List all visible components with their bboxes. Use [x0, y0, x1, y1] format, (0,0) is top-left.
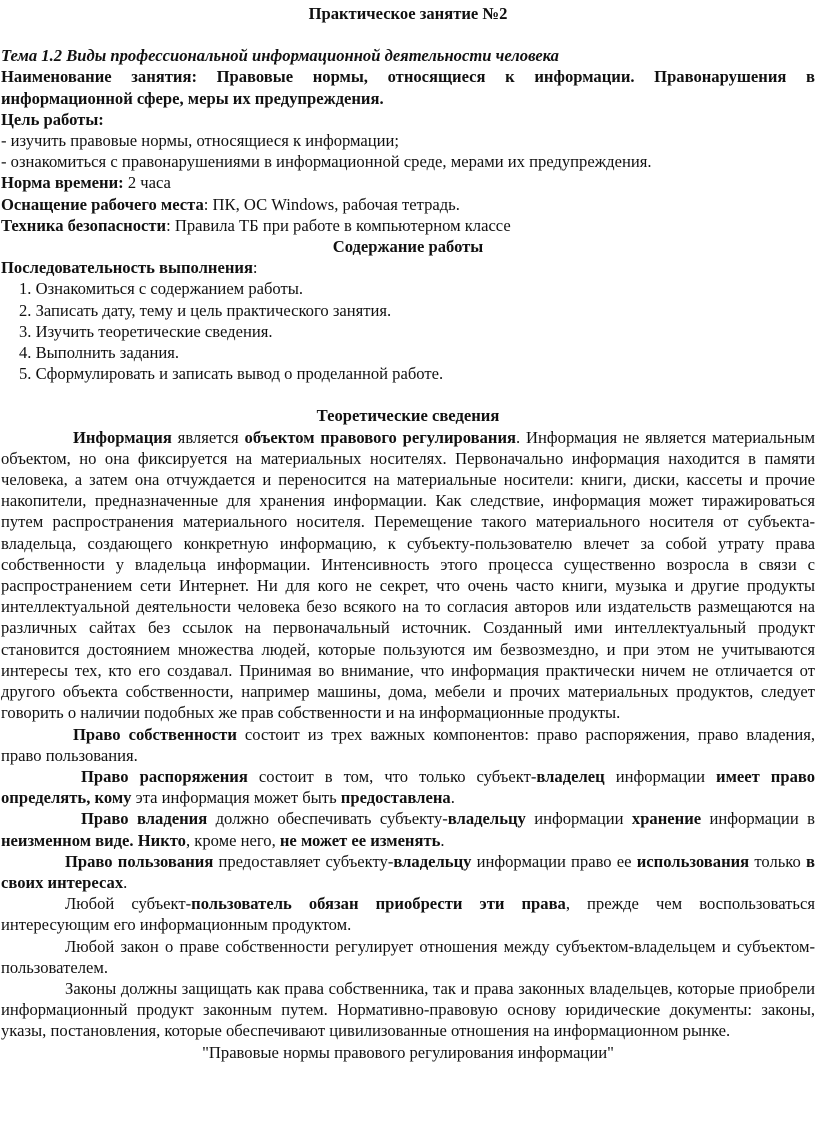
- term-right-to-determine: имеет право определять, кому: [1, 766, 816, 808]
- text-run: .: [450, 788, 455, 808]
- document-page: [1, 3, 815, 1063]
- theory-heading: Теоретические сведения: [316, 406, 500, 426]
- text-run: должно обеспечивать субъекту-: [207, 809, 448, 829]
- list-item: 5. Сформулировать и записать вывод о проделанной работе.: [19, 364, 444, 384]
- goal-label: Цель работы:: [1, 109, 104, 129]
- text-run: только: [749, 851, 807, 871]
- term-ownership: Право собственности: [73, 724, 237, 744]
- steps-list: [1, 278, 815, 384]
- term-usage: использования: [636, 851, 750, 871]
- sequence-label: Последовательность выполнения: [1, 258, 253, 278]
- lesson-text: Правовые нормы, относящиеся к информации. Правонарушения в информационной сфере, меры их предупреждения.: [1, 67, 815, 108]
- paragraph-user: [1, 893, 815, 935]
- sequence-colon: :: [252, 258, 258, 278]
- text-run: эта информация может быть: [131, 788, 341, 808]
- text-run: состоит из трех важных компонентов: право распоряжения, право владения, право пользования.: [1, 724, 816, 765]
- text-run: состоит в том, что только субъект-: [247, 766, 537, 786]
- spacer: [1, 384, 815, 405]
- page-title: Практическое занятие №2: [308, 4, 508, 23]
- text-run: информации: [604, 766, 717, 786]
- text-run: информации: [525, 809, 632, 829]
- term-user-obliged: пользователь обязан приобрести эти права: [191, 894, 566, 914]
- text-run: , кроме него,: [185, 830, 280, 850]
- term-owner: владелец: [536, 766, 605, 786]
- term-cannot-change: не может ее изменять: [279, 830, 441, 850]
- list-item: 2. Записать дату, тему и цель практического занятия.: [19, 300, 392, 320]
- term-information: Информация: [73, 427, 172, 447]
- term-regulation-object: объектом правового регулирования: [244, 427, 517, 447]
- term-use: Право пользования: [65, 851, 214, 871]
- content-heading: Содержание работы: [332, 237, 484, 257]
- time-label: Норма времени:: [1, 173, 124, 193]
- text-run: предоставляет субъекту-: [213, 851, 394, 871]
- time-norm: [1, 172, 815, 193]
- safety-value: : Правила ТБ при работе в компьютерном классе: [166, 215, 511, 235]
- term-provided: предоставлена: [340, 788, 451, 808]
- term-own-interests: в своих интересах: [1, 851, 815, 892]
- sequence-heading: [1, 257, 815, 278]
- safety-label: Техника безопасности: [1, 215, 167, 235]
- paragraph-laws-protect: Законы должны защищать как права собственника, так и права законных владельцев, которые приобрели информационный продукт законным путем. Нормативно-правовую основу юридические документы: законы, указы, постановления, которые обеспечивают цивилизованные отношения на информационном рынке.: [1, 978, 815, 1041]
- text-run: информации в: [701, 809, 816, 829]
- paragraph-law: Любой закон о праве собственности регулирует отношения между субъектом-владельцем и субъектом-пользователем.: [1, 936, 815, 977]
- lesson-name: [1, 66, 815, 108]
- term-disposal: Право распоряжения: [81, 766, 248, 786]
- text-run: .: [440, 830, 445, 850]
- spacer: [1, 24, 815, 45]
- equipment-label: Оснащение рабочего места: [1, 194, 204, 214]
- list-item: 3. Изучить теоретические сведения.: [19, 321, 273, 341]
- term-storage: хранение: [631, 809, 702, 829]
- footer-heading: "Правовые нормы правового регулирования информации": [202, 1042, 614, 1062]
- goal-item-1: - изучить правовые нормы, относящиеся к информации;: [1, 131, 400, 151]
- list-item: 1. Ознакомиться с содержанием работы.: [19, 279, 304, 299]
- topic-line: Тема 1.2 Виды профессиональной информационной деятельности человека: [1, 46, 559, 66]
- paragraph-use: [1, 851, 815, 893]
- text-run: является: [171, 427, 245, 447]
- text-run: .: [123, 872, 128, 892]
- term-possession: Право владения: [81, 809, 208, 829]
- paragraph-disposal: [1, 766, 815, 808]
- goal-item-2: - ознакомиться с правонарушениями в информационной среде, мерами их предупреждения.: [1, 152, 652, 172]
- text-run: Любой субъект-: [65, 894, 192, 914]
- equipment-line: [1, 194, 815, 215]
- list-item: 4. Выполнить задания.: [19, 343, 180, 363]
- time-value: 2 часа: [123, 173, 171, 193]
- term-owner: владельцу: [447, 809, 526, 829]
- term-owner: владельцу: [393, 851, 472, 871]
- text-run: информации право ее: [471, 851, 637, 871]
- paragraph-possession: [1, 808, 815, 850]
- paragraph-ownership: [1, 724, 815, 766]
- text-run: . Информация не является материальным объектом, но она фиксируется на материальных носителях. Первоначально информация находится в памяти человека, а затем она отчуждается и переносится на материальные носители: книги, диски, кассеты и прочие накопители, предназначенные для хранения информации. Как следствие, информация может тиражироваться путем распространения материального носителя. Перемещение такого материального носителя от субъекта-владельца, создающего конкретную информацию, к субъекту-пользователю влечет за собой утрату права собственности у владельца информации. Интенсивность этого процесса существенно возросла в связи с распространением сети Интернет. Ни для кого не секрет, что очень часто книги, музыка и другие продукты интеллектуальной деятельности человека безо всякого на то согласия авторов или издательств размещаются на различных сайтах без ссылок на первоначальный источник. Созданный ими интеллектуальный продукт становится достоянием множества людей, которые пользуются им безвозмездно, и при этом не учитываются интересы тех, кто его создавал. Принимая во внимание, что информация практически ничем не отличается от другого объекта собственности, например машины, дома, мебели и прочих материальных продуктов, следует говорить о наличии подобных же прав собственности и на информационные продукты.: [1, 427, 816, 723]
- text-run: , прежде чем воспользоваться интересующим его информационным продуктом.: [1, 894, 815, 935]
- term-unchanged: неизменном виде. Никто: [1, 830, 186, 850]
- lesson-label: Наименование занятия:: [1, 67, 197, 87]
- equipment-value: : ПК, ОС Windows, рабочая тетрадь.: [203, 194, 460, 214]
- paragraph-information: [1, 427, 815, 724]
- safety-line: [1, 215, 815, 236]
